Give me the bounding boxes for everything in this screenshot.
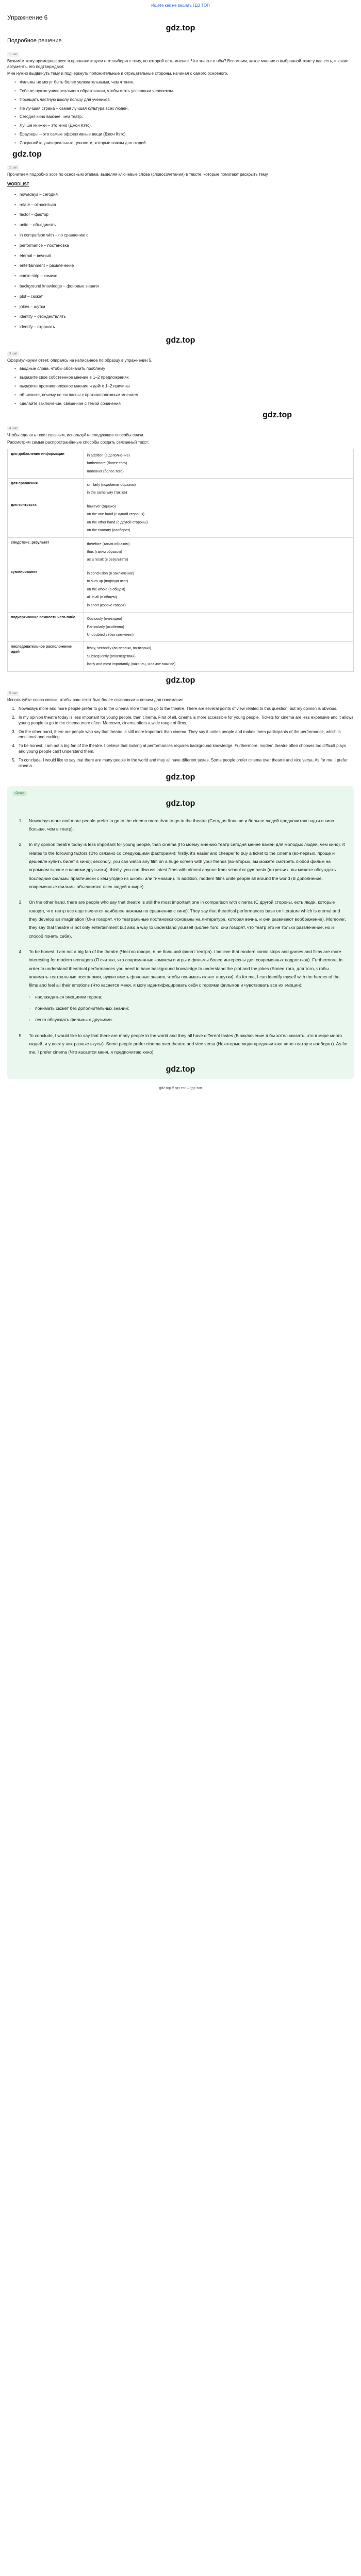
phrase: Subsequently (впоследствии) bbox=[87, 654, 136, 658]
phrase: in the same way (так же) bbox=[87, 491, 127, 495]
table-row bbox=[8, 567, 354, 612]
watermark-logo: gdz.top bbox=[12, 150, 42, 159]
step-1 bbox=[7, 47, 354, 146]
topic-list bbox=[14, 80, 354, 146]
list-item: • Не лучшая страна – самая лучшая культура всех людей. bbox=[14, 106, 354, 112]
footer-links[interactable]: gdz.top // гдз топ // гдз топ bbox=[159, 1087, 202, 1091]
phrase: therefore (таким образом) bbox=[87, 542, 130, 546]
wordlist bbox=[14, 192, 354, 330]
step-intro-2: Рассмотрим самые распространённые способы создать связанный текст: bbox=[7, 439, 149, 445]
phrase: thus (таким образом) bbox=[87, 550, 122, 554]
phrase: as a result (в результате) bbox=[87, 558, 128, 562]
step-5 bbox=[7, 686, 354, 769]
step-intro-2: Мне нужно выдвинуть тему и подчеркнуть положительные и отрицательные стороны, начиная с самого основного. bbox=[7, 71, 228, 76]
essay-paragraph: 1. Nowadays more and more people prefer to go to the cinema more than to go to the theatre. There are several points of view related to this question, but my opinion is obvious. bbox=[17, 706, 354, 712]
step-label: 1 шаг bbox=[7, 52, 19, 57]
watermark-logo: gdz.top bbox=[166, 1064, 195, 1074]
linking-words-table bbox=[7, 449, 354, 672]
table-row bbox=[8, 537, 354, 567]
list-item: • Тебе не нужно универсального образования, чтобы стать успешным человеком. bbox=[14, 89, 354, 94]
list-item: • Посещать частную школу пользу для учеников. bbox=[14, 97, 354, 103]
watermark-logo: gdz.top bbox=[166, 675, 195, 685]
answer-tag: Ответ bbox=[12, 791, 27, 796]
top-ad-bar bbox=[0, 0, 361, 11]
list-item: • выразите свое собственное мнение в 1–2 предложениях bbox=[14, 375, 354, 381]
phrase: however (однако) bbox=[87, 504, 116, 509]
phrase: Undoubtedly (без сомнения) bbox=[87, 633, 134, 637]
vocab-item: • eternal – вечный bbox=[14, 253, 354, 259]
vocab-item: • in comparison with – по сравнению с bbox=[14, 233, 354, 239]
watermark-logo: gdz.top bbox=[166, 773, 195, 782]
page-content bbox=[0, 13, 361, 1079]
table-cell bbox=[84, 478, 353, 500]
table-row bbox=[8, 613, 354, 642]
vocab-item: • nowadays – сегодня bbox=[14, 192, 354, 198]
list-item: ◦ понимать сюжет без дополнительных знаний; bbox=[29, 1004, 349, 1012]
vocab-item: • unite – объединять bbox=[14, 223, 354, 228]
list-item: • сделайте заключение, связанное с темой сочинения bbox=[14, 401, 354, 407]
list-item: • выразите противоположное мнение и дайте 1–2 причины bbox=[14, 384, 354, 389]
table-cell: для добавления информации bbox=[8, 449, 84, 478]
table-cell bbox=[84, 642, 353, 671]
vocab-item: • factor – фактор bbox=[14, 212, 354, 218]
answer-sublist bbox=[29, 993, 349, 1024]
plan-list bbox=[14, 366, 354, 406]
step-label: 5 шаг bbox=[7, 691, 19, 696]
step-intro: Чтобы сделать текст связным, используйте следующие способы связи. bbox=[7, 433, 144, 438]
list-item: ◦ легко обсуждать фильмы с друзьями. bbox=[29, 1015, 349, 1024]
ad-link[interactable]: Ищете как не вешать ГДЗ ТОП bbox=[151, 3, 210, 8]
answer-paragraph-text: To be honest, I am not a big fan of the theatre (Честно говоря, я не большой фанат театра). I believe that modern comic strips and games and films are more interesting for modern teenagers (Я считаю, что современные комиксы и игры и фильмы более интересны для современных подростков). Furthermore, in order to understand theatrical performances you need to have background knowledge to understand the plot and the jokes (Более того, для того, чтобы понимать театральные постановки, нужно иметь фоновые знания, чтобы понимать сюжет и шутки). As for me, I can identify myself with the heroes of the films and feel all their emotions (Что касается меня, я могу идентифицировать себя с героями фильмов и чувствовать все их эмоции): bbox=[29, 948, 343, 988]
phrase: Obviously (очевидно) bbox=[87, 617, 122, 621]
watermark-logo: gdz.top bbox=[166, 335, 195, 345]
answer-paragraph: 5. To conclude, I would like to say that there are many people in the world and they all have different tastes (В заключение я бы хотел сказать, что в мире много людей, и у всех у них разные вкусы). Some people prefer cinema over theatre and vice versa (Некоторые люди предпочитают кино театру и наоборот). As for me, I prefer cinema (Что касается меня, я предпочитаю кино). bbox=[24, 1031, 349, 1057]
table-row bbox=[8, 449, 354, 478]
essay-draft bbox=[17, 706, 354, 769]
phrase: furthermore (более того) bbox=[87, 462, 127, 466]
solution-heading: Подробное решение bbox=[7, 37, 62, 44]
essay-paragraph: 4. To be honest, I am not a big fan of the theatre. I believe that looking at performances requires background knowledge. Furthermore, modern theatre often chooses too difficult plays and young people can't understand them. bbox=[17, 743, 354, 755]
table-cell: для сравнения bbox=[8, 478, 84, 500]
list-item: • Лучше книжки – это кино (Джон Кэтс). bbox=[14, 123, 354, 129]
essay-paragraph: 2. In my opinion theatre today is less important for young people, than cinema. First of all, cinema is more accessible for young people. Tickets for cinema are less expensive and it allows young people to go to the cinema more often. Moreover, cinema offers a wide range of films. bbox=[17, 715, 354, 726]
page-title: Упражнение 6 bbox=[7, 14, 48, 21]
list-item: • Сохраняйте универсальные ценности, которые важны для людей. bbox=[14, 141, 354, 146]
watermark-logo: gdz.top bbox=[166, 799, 195, 808]
phrase: all in all (в общем) bbox=[87, 596, 117, 600]
list-item: • объясните, почему не согласны с противоположным мнением bbox=[14, 393, 354, 398]
vocab-item: • identify – отождествлять bbox=[14, 314, 354, 320]
phrase: in short (короче говоря) bbox=[87, 603, 126, 607]
step-intro: Сформулируем ответ, опираясь на написанное по образцу в упражнении 5. bbox=[7, 358, 153, 363]
phrase: moreover (более того) bbox=[87, 469, 124, 473]
footer bbox=[0, 1079, 361, 1095]
step-label: 3 шаг bbox=[7, 351, 19, 357]
table-row bbox=[8, 500, 354, 537]
step-2 bbox=[7, 160, 354, 330]
phrase: to sum up (подводя итог) bbox=[87, 580, 128, 584]
phrase: Particularly (особенно) bbox=[87, 625, 124, 629]
table-cell bbox=[84, 537, 353, 567]
phrase: on the contrary (наоборот) bbox=[87, 529, 130, 533]
table-cell: для контраста bbox=[8, 500, 84, 537]
watermark-logo: gdz.top bbox=[262, 411, 292, 420]
vocab-item: • performance – постановка bbox=[14, 243, 354, 249]
phrase: in conclusion (в заключение) bbox=[87, 571, 134, 575]
list-item: • Фильмы не могут быть более увлекательными, чем чтение. bbox=[14, 80, 354, 86]
phrase: on the whole (в общем) bbox=[87, 587, 125, 591]
answer-paragraph: 2. In my opinion theatre today is less important for young people, than cinema (По моему мнению театр сегодня менее важен для молодых людей, чем кино). It relates to the following factors (Это связано со следующими факторами): firstly, it's easier and cheaper to buy a ticket to the cinema (во-первых, проще и дешевле купить билет в кино); secondly, you can watch any film on a huge screen with your friends (во-вторых, вы можете смотреть любой фильм на огромном экране с вашими друзьями); thirdly, you can discuss latest films with almost anyone from school or gymnasia (в-третьих, вы можете обсуждать последние фильмы практически с кем угодно из школы или гимназии). In addition, modern films unite people all around the world (В дополнение, современные фильмы объединяют всех людей в мире). bbox=[24, 840, 349, 891]
step-intro: Прочитаем подробно эссе по основным этапам, выделяя ключевые слова (словосочетания) в тексте, которые помогают раскрыть тему. bbox=[7, 172, 269, 177]
phrase: lastly and most importantly (наконец, и самое важное) bbox=[87, 663, 176, 667]
vocab-item: • jokes – шутки bbox=[14, 304, 354, 310]
table-cell bbox=[84, 500, 353, 537]
answer-paragraph: 3. On the other hand, there are people who say that theatre is still the most important one in comparison with cinema (С другой стороны, есть люди, которые говорят, что театр все еще является наиболее важным по сравнению с кино). They say that theatrical performances base on literature which is eternal and they develop an imagination (Они говорят, что театральные постановки основаны на литературе, которая вечна, и они развивают воображение). Moreover, they say that theatre is not only entertainment but also a way to understand yourself (Более того, они говорят, что театр это не только развлечение, но и способ понять себя). bbox=[24, 898, 349, 940]
vocab-item: • relate – относиться bbox=[14, 202, 354, 208]
table-cell: следствие, результат bbox=[8, 537, 84, 567]
table-row bbox=[8, 478, 354, 500]
table-row bbox=[8, 642, 354, 671]
vocab-item: • identify – отражать bbox=[14, 325, 354, 330]
step-label: 4 шаг bbox=[7, 426, 19, 431]
list-item: ◦ наслаждаться эмоциями героев; bbox=[29, 993, 349, 1001]
step-3 bbox=[7, 346, 354, 407]
step-label: 2 шаг bbox=[7, 165, 19, 171]
phrase: similarly (подобным образом) bbox=[87, 483, 136, 487]
watermark-logo: gdz.top bbox=[166, 24, 195, 33]
list-item: • Браузеры – это самые эффективные вещи (Джон Кэтс). bbox=[14, 132, 354, 138]
phrase: in addition (в дополнение) bbox=[87, 453, 130, 457]
vocab-item: • plot – сюжет bbox=[14, 294, 354, 300]
wordlist-heading: WORDLIST bbox=[7, 181, 29, 187]
step-intro: Возьмём тему примерное эссе и проанализируем его: выберите тему, по которой есть мнение. Что знаете о нём? Вспомним, какое мнение о выбранной теме у вас есть, и какие аргументы его подтверждают. bbox=[7, 58, 349, 69]
list-item: • вводные слова, чтобы обозначить проблему bbox=[14, 366, 354, 372]
answer-paragraph: 1. Nowadays more and more people prefer to go to the cinema more than to go to the theatre (Сегодня больше и больше людей предпочитают идти в кино больше, чем в театр). bbox=[24, 817, 349, 834]
answer-paragraph bbox=[24, 947, 349, 1024]
table-cell: последовательное расположение идей bbox=[8, 642, 84, 671]
essay-paragraph: 3. On the other hand, there are people who say that theatre is still more important than cinema. They say it unites people and makes them participants of the performance, which is emotional and exciting. bbox=[17, 730, 354, 741]
table-cell: подчёркивание важности чего-либо bbox=[8, 613, 84, 642]
phrase: firstly, secondly (во-первых, во-вторых) bbox=[87, 647, 151, 651]
vocab-item: • background knowledge – фоновые знания bbox=[14, 284, 354, 290]
phrase: on the one hand (с одной стороны) bbox=[87, 513, 144, 517]
table-cell bbox=[84, 567, 353, 612]
vocab-item: • comic strip – комикс bbox=[14, 274, 354, 279]
table-cell bbox=[84, 613, 353, 642]
step-intro: Используйте слова связки, чтобы ваш текст был более связанным и легким для понимания. bbox=[7, 698, 185, 703]
answer-essay bbox=[24, 817, 349, 1057]
answer-box bbox=[7, 786, 354, 1079]
phrase: on the other hand (с другой стороны) bbox=[87, 520, 148, 524]
table-cell: суммирование bbox=[8, 567, 84, 612]
vocab-item: • entertainment – развлечение bbox=[14, 263, 354, 269]
list-item: • Сегодня кино важнее, чем театр. bbox=[14, 114, 354, 120]
step-4 bbox=[7, 421, 354, 672]
essay-paragraph: 5. To conclude, I would like to say that there are many people in the world and they all have different tastes. Some people prefer cinema over theatre and vice versa. As for me, I prefer cinema. bbox=[17, 758, 354, 769]
table-cell bbox=[84, 449, 353, 478]
